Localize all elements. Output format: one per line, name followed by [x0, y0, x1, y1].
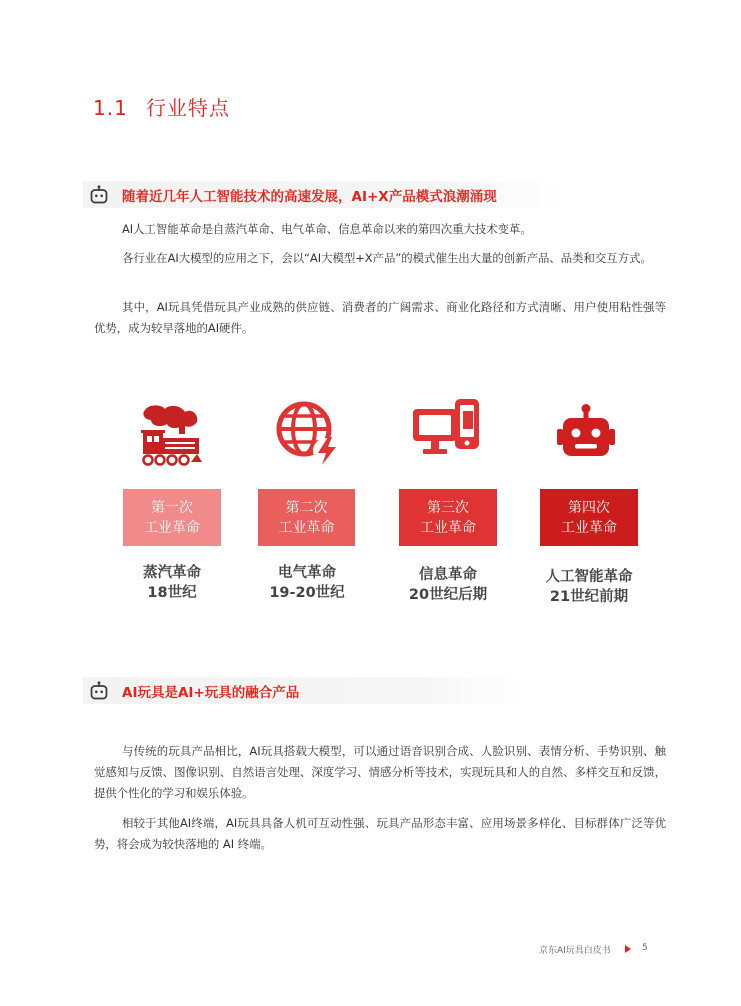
highlight-banner-1	[83, 181, 563, 208]
stage-4-name: 人工智能革命	[545, 569, 633, 585]
stage-3-type: 工业革命	[420, 519, 476, 536]
computer-phone-icon	[411, 399, 481, 461]
stage-3-era: 20世纪后期	[408, 587, 488, 603]
footer-title: 京东AI玩具白皮书	[539, 946, 611, 956]
stage-3-name: 信息革命	[419, 567, 477, 583]
banner-2-text: AI玩具是AI+玩具的融合产品	[122, 685, 300, 701]
section-title: 行业特点	[146, 96, 230, 120]
triangle-right-icon	[625, 945, 631, 953]
stage-label-3	[378, 565, 518, 605]
section-heading	[93, 92, 230, 121]
robot-head-icon	[557, 404, 615, 460]
globe-lightning-icon	[274, 399, 340, 465]
steam-train-icon	[139, 402, 205, 468]
stage-2-type: 工业革命	[278, 519, 335, 536]
intro-paragraph-3: 其中，AI玩具凭借玩具产业成熟的供应链、消费者的广阔需求、商业化路径和方式清晰、用户使用粘性强等优势，成为较早落地的AI硬件。	[94, 300, 666, 335]
body-paragraph-2: 相较于其他AI终端，AI玩具具备人机可互动性强、玩具产品形态丰富、应用场景多样化、目标群体广泛等优势，将会成为较快落地的 AI 终端。	[94, 816, 666, 851]
stage-2-name: 电气革命	[278, 565, 336, 581]
stage-label-1	[102, 563, 242, 603]
page-number: 5	[642, 943, 648, 953]
stage-3-ordinal: 第三次	[427, 499, 469, 516]
stage-label-4	[519, 567, 659, 607]
robot-face-icon	[89, 681, 109, 700]
stage-1-name: 蒸汽革命	[143, 565, 201, 581]
intro-paragraph-2: 各行业在AI大模型的应用之下，会以“AI大模型+X产品”的模式催生出大量的创新产品、品类和交互方式。	[122, 251, 652, 265]
stage-4-type: 工业革命	[561, 519, 617, 536]
stage-2-era: 19-20世纪	[269, 585, 345, 601]
stage-4-era: 21世纪前期	[549, 589, 629, 605]
banner-1-text: 随着近几年人工智能技术的高速发展，AI+X产品模式浪潮涌现	[122, 189, 497, 205]
stage-box-2	[258, 489, 355, 546]
highlight-banner-2	[83, 677, 528, 704]
stage-box-1	[123, 489, 221, 546]
page-footer	[539, 943, 648, 956]
body-paragraph-1: 与传统的玩具产品相比，AI玩具搭载大模型，可以通过语音识别合成、人脸识别、表情分析、手势识别、触觉感知与反馈、图像识别、自然语言处理、深度学习、情感分析等技术，实现玩具和人的自然、多样交互和反馈，提供个性化的学习和娱乐体验。	[94, 744, 666, 800]
stage-1-type: 工业革命	[144, 519, 200, 536]
stage-1-era: 18世纪	[147, 585, 197, 601]
section-number: 1.1	[93, 96, 128, 120]
robot-face-icon	[89, 185, 109, 204]
stage-2-ordinal: 第二次	[285, 499, 328, 516]
intro-paragraph-1: AI人工智能革命是自蒸汽革命、电气革命、信息革命以来的第四次重大技术变革。	[122, 222, 532, 236]
stage-box-4	[540, 489, 638, 546]
stage-1-ordinal: 第一次	[151, 499, 193, 516]
stage-4-ordinal: 第四次	[568, 499, 610, 516]
stage-box-3	[399, 489, 497, 546]
stage-label-2	[237, 563, 377, 603]
